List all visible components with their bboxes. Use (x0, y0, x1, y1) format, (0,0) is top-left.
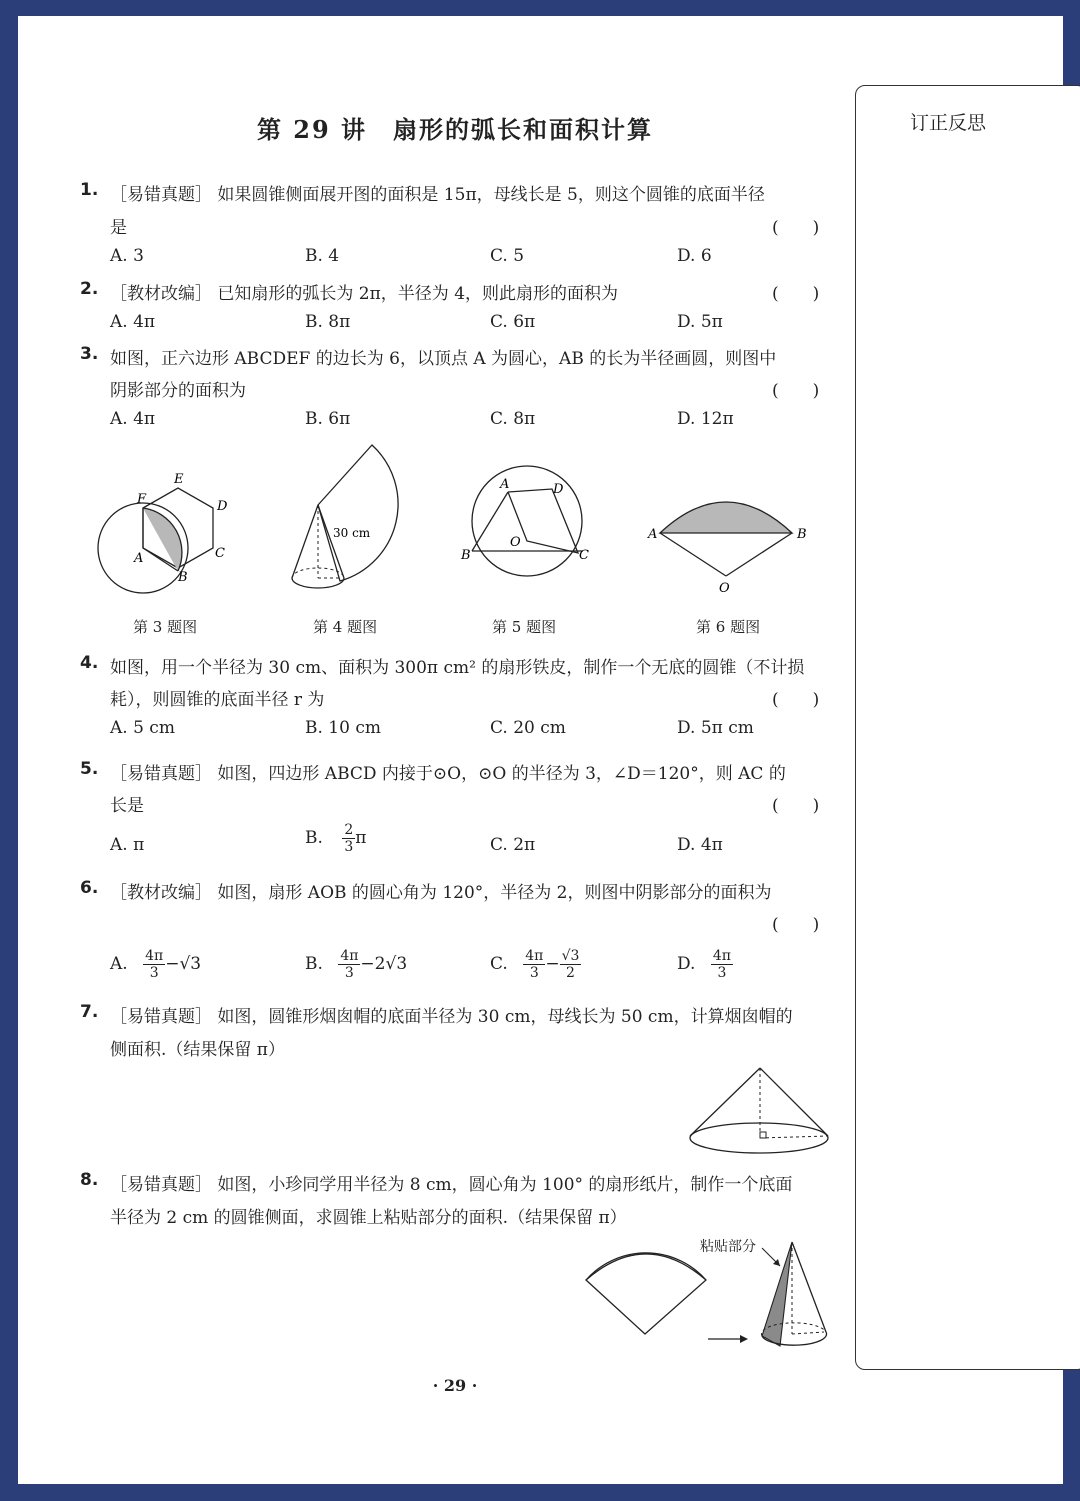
answer-blank: ( ) (772, 284, 820, 304)
label-b: B (178, 570, 188, 585)
label-30cm: 30 cm (333, 526, 371, 540)
option-d: D. 5π cm (677, 718, 754, 738)
option-letter: B. (305, 828, 323, 848)
question-text: 阴影部分的面积为 (110, 381, 246, 401)
option-c: C. $\frac{4\pi}{3}$ − $\frac{√3}{2}$ (490, 948, 580, 981)
figures-row (0, 435, 860, 605)
fraction: $\frac{2}{3}$ (344, 822, 354, 855)
page-title: 第 29 讲 扇形的弧长和面积计算 (256, 115, 654, 144)
option-d: D. 6 (677, 246, 712, 266)
caption-fig4: 第 4 题图 (313, 618, 378, 636)
figure-7-chimney-cone (680, 1060, 840, 1160)
answer-blank: ( ) (772, 796, 820, 816)
option-c: C. 6π (490, 312, 536, 332)
label-e: E (174, 472, 184, 487)
figure-5-inscribed-quadrilateral (460, 466, 589, 576)
caption-fig5: 第 5 题图 (492, 618, 557, 636)
figure-3-hexagon-circle (98, 472, 228, 593)
option-c: C. 5 (490, 246, 525, 266)
caption-fig6: 第 6 题图 (696, 618, 761, 636)
label-b: B (461, 548, 471, 563)
answer-blank: ( ) (772, 915, 820, 935)
question-number: 8. (80, 1170, 99, 1190)
option-d: D. 5π (677, 312, 723, 332)
option-b: B. 10 cm (305, 718, 381, 738)
question-number: 1. (80, 180, 99, 200)
label-a: A (134, 551, 144, 566)
option-d: D. $\frac{4\pi}{3}$ (677, 948, 731, 981)
figure-6-sector-aob (647, 502, 807, 596)
label-f: F (137, 492, 147, 507)
fraction: $\frac{4\pi}{3}$ (340, 948, 359, 981)
answer-blank: ( ) (772, 218, 820, 238)
page-number: · 29 · (432, 1376, 478, 1395)
label-o: O (719, 581, 730, 596)
fraction: $\frac{4\pi}{3}$ (145, 948, 164, 981)
revision-notes-title: 订正反思 (910, 112, 987, 134)
answer-blank: ( ) (772, 381, 820, 401)
question-text: ［教材改编］ 如图，扇形 AOB 的圆心角为 120°，半径为 2，则图中阴影部分的面积为 (110, 883, 772, 903)
option-a: A. 4π (110, 312, 156, 332)
label-d: D (217, 499, 228, 514)
option-d: D. 4π (677, 835, 723, 855)
option-b (305, 822, 366, 855)
option-c: C. 2π (490, 835, 536, 855)
answer-blank: ( ) (772, 690, 820, 710)
label-c: C (579, 548, 589, 563)
label-a: A (500, 477, 510, 492)
fraction: $\frac{4\pi}{3}$ (712, 948, 731, 981)
option-d: D. 12π (677, 409, 734, 429)
option-a: A. π (110, 835, 145, 855)
question-text: 如图，用一个半径为 30 cm、面积为 300π cm² 的扇形铁皮，制作一个无底的圆锥（不计损 (110, 658, 805, 678)
option-b: B. $\frac{4\pi}{3}$ −2√3 (305, 948, 408, 981)
option-c: C. 20 cm (490, 718, 566, 738)
fraction-tail: π (355, 828, 367, 848)
question-text: 侧面积.（结果保留 π） (110, 1040, 285, 1060)
question-text: 长是 (110, 796, 144, 816)
question-number: 3. (80, 344, 99, 364)
label-d: D (553, 482, 564, 497)
revision-notes-panel (855, 85, 1080, 1370)
question-text: ［教材改编］ 已知扇形的弧长为 2π，半径为 4，则此扇形的面积为 (110, 284, 619, 304)
question-number: 7. (80, 1002, 99, 1022)
question-number: 4. (80, 653, 99, 673)
label-b: B (797, 527, 807, 542)
option-c: C. 8π (490, 409, 536, 429)
caption-fig3: 第 3 题图 (133, 618, 198, 636)
fraction: $\frac{4\pi}{3}$ (525, 948, 544, 981)
question-text: 如图，正六边形 ABCDEF 的边长为 6，以顶点 A 为圆心，AB 的长为半径画圆，则图中 (110, 349, 777, 369)
question-number: 2. (80, 279, 99, 299)
question-text: 半径为 2 cm 的圆锥侧面，求圆锥上粘贴部分的面积.（结果保留 π） (110, 1208, 627, 1228)
label-c: C (215, 546, 225, 561)
question-text: 是 (110, 218, 127, 238)
question-text: 耗），则圆锥的底面半径 r 为 (110, 690, 325, 710)
option-b: B. 8π (305, 312, 351, 332)
option-a: A. 5 cm (110, 718, 175, 738)
label-o: O (510, 535, 521, 550)
question-text: ［易错真题］ 如图，四边形 ABCD 内接于⊙O，⊙O 的半径为 3，∠D＝120°，则 AC 的 (110, 764, 786, 784)
label-a: A (648, 527, 658, 542)
figure-4-sector-cone (292, 445, 398, 588)
option-a: A. 4π (110, 409, 156, 429)
option-b: B. 6π (305, 409, 351, 429)
option-b: B. 4 (305, 246, 340, 266)
fraction: $\frac{√3}{2}$ (561, 948, 580, 981)
label-glue-part: 粘贴部分 (700, 1239, 756, 1255)
question-text: ［易错真题］ 如图，小珍同学用半径为 8 cm，圆心角为 100° 的扇形纸片，制作一个底面 (110, 1175, 793, 1195)
option-a: A. $\frac{4\pi}{3}$ −√3 (110, 948, 202, 981)
figure-8-sector-to-cone (580, 1236, 840, 1356)
question-text: ［易错真题］ 如果圆锥侧面展开图的面积是 15π，母线长是 5，则这个圆锥的底面半径 (110, 185, 765, 205)
question-number: 5. (80, 759, 99, 779)
question-text: ［易错真题］ 如图，圆锥形烟囱帽的底面半径为 30 cm，母线长为 50 cm，计算烟囱帽的 (110, 1007, 793, 1027)
question-number: 6. (80, 878, 99, 898)
option-a: A. 3 (110, 246, 144, 266)
